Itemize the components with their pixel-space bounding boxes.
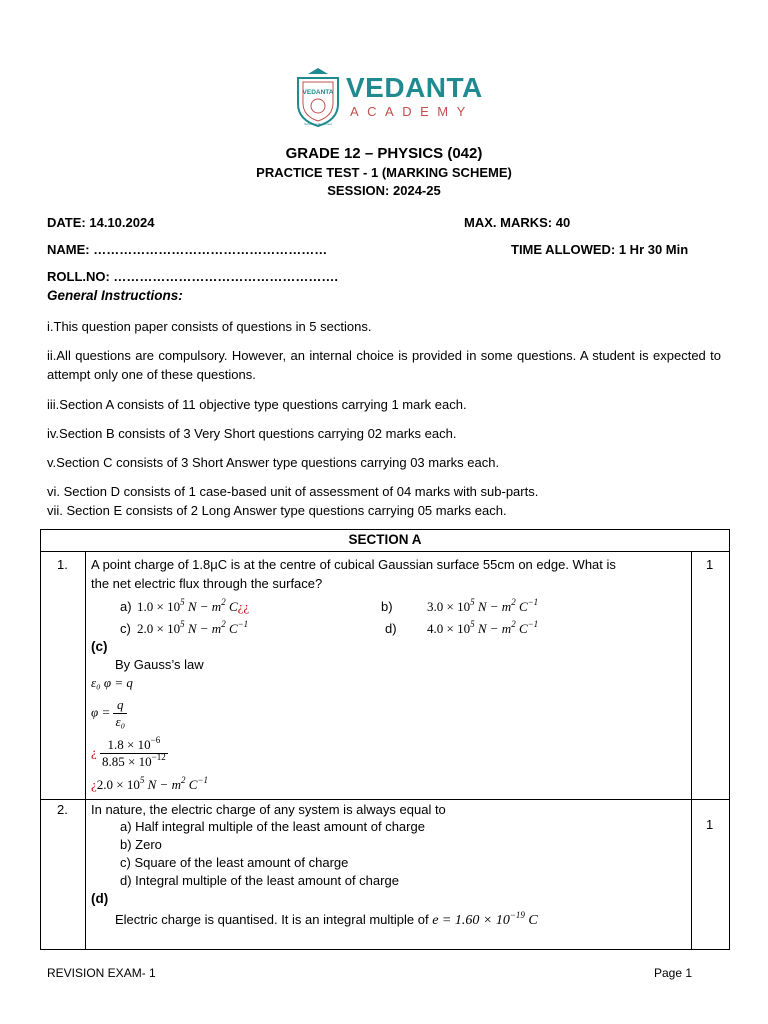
- instruction-item: vii. Section E consists of 2 Long Answer type questions carrying 05 marks each.: [47, 503, 507, 518]
- question-text: A point charge of 1.8μC is at the centre of cubical Gaussian surface 55cm on edge. What is: [91, 557, 616, 572]
- footer-left: REVISION EXAM- 1: [47, 966, 156, 980]
- option-label: a): [120, 599, 132, 614]
- paper-subtitle: PRACTICE TEST - 1 (MARKING SCHEME): [256, 165, 512, 180]
- instruction-item: i.This question paper consists of questions in 5 sections.: [47, 319, 372, 334]
- table-divider: [40, 551, 730, 552]
- equation: ¿$2.0 \times 10^5$ $N - m^2$ $C^{-1}$: [91, 775, 208, 792]
- logo-name: VEDANTA: [346, 72, 483, 103]
- instructions-heading: General Instructions:: [47, 288, 183, 303]
- roll-no: ROLL.NO: …………………………………………….: [47, 269, 339, 284]
- question-number: 2.: [57, 802, 68, 817]
- equation: ¿ $\frac{1.8 \times 10^{-6}}{8.85 \times 10^{-12}}$: [91, 735, 166, 769]
- svg-text:Schooling Redefined: Schooling Redefined: [304, 122, 332, 126]
- svg-text:VEDANTA: VEDANTA: [302, 89, 334, 96]
- question-number: 1.: [57, 557, 68, 572]
- instruction-item: vi. Section D consists of 1 case-based unit of assessment of 04 marks with sub-parts.: [47, 484, 539, 499]
- instruction-item: v.Section C consists of 3 Short Answer type questions carrying 03 marks each.: [47, 455, 500, 470]
- question-text: the net electric flux through the surface?: [91, 576, 323, 591]
- paper-title: GRADE 12 – PHYSICS (042): [285, 145, 483, 162]
- instruction-item: iii.Section A consists of 11 objective type questions carrying 1 mark each.: [47, 397, 467, 412]
- student-name: NAME: ………………………………………………: [47, 242, 328, 257]
- instruction-item: ii.All questions are compulsory. However, an internal choice is provided in some questions. A student is expected to attempt only one of these questions.: [47, 348, 721, 382]
- option-value: $2.0 \times 10^5$ $N - m^2$ $C^{-1}$: [137, 619, 249, 636]
- option-value: $4.0 \times 10^5$ $N - m^2$ $C^{-1}$: [427, 619, 539, 636]
- option-item: c) Square of the least amount of charge: [120, 855, 349, 870]
- option-item: b) Zero: [120, 837, 162, 852]
- table-divider: [40, 799, 730, 800]
- option-item: a) Half integral multiple of the least amount of charge: [120, 819, 425, 834]
- answer-key: (c): [91, 639, 108, 654]
- session: SESSION: 2024-25: [327, 183, 441, 198]
- equation: φ = $\frac{q}{\text{ε₀}}$: [91, 697, 126, 729]
- date: DATE: 14.10.2024: [47, 215, 155, 230]
- time-allowed: TIME ALLOWED: 1 Hr 30 Min: [511, 242, 689, 257]
- option-label: b): [381, 599, 393, 614]
- question-marks: 1: [706, 557, 714, 572]
- equation: ε₀ φ = q: [91, 675, 133, 690]
- question-text: In nature, the electric charge of any system is always equal to: [91, 802, 446, 817]
- option-label: c): [120, 621, 131, 636]
- instruction-item: iv.Section B consists of 3 Very Short questions carrying 02 marks each.: [47, 426, 457, 441]
- answer-key: (d): [91, 891, 109, 906]
- option-label: d): [385, 621, 397, 636]
- page-number: Page 1: [654, 966, 693, 980]
- option-value: $1.0 \times 10^5$ $N - m^2$ C¿¿: [137, 597, 250, 614]
- max-marks: MAX. MARKS: 40: [464, 215, 571, 230]
- section-title: SECTION A: [348, 532, 422, 547]
- table-divider: [85, 551, 86, 949]
- question-marks: 1: [706, 817, 714, 832]
- answer-explanation: By Gauss’s law: [115, 657, 204, 672]
- logo-subtitle: ACADEMY: [350, 104, 474, 119]
- option-value: $3.0 \times 10^5$ $N - m^2$ $C^{-1}$: [427, 597, 539, 614]
- table-divider: [691, 551, 692, 949]
- school-logo: [294, 66, 484, 128]
- option-item: d) Integral multiple of the least amount of charge: [120, 873, 399, 888]
- answer-explanation: Electric charge is quantised. It is an integral multiple of $e = 1.60 \times 10^{-19}$ C: [115, 910, 538, 928]
